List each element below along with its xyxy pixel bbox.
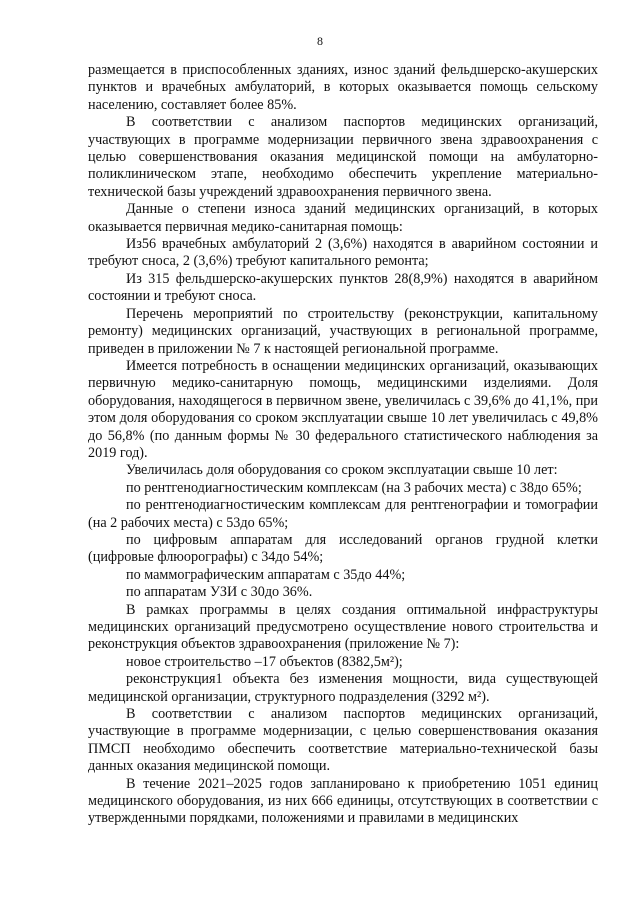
- list-item: по рентгенодиагностическим комплексам (на 3 рабочих места) с 38до 65%;: [126, 479, 582, 496]
- paragraph: Данные о степени износа зданий медицинских организаций, в которых оказывается первичная медико-санитарная помощь:: [88, 201, 598, 235]
- paragraph: Увеличилась доля оборудования со сроком эксплуатации свыше 10 лет:: [126, 462, 558, 479]
- list-item: по рентгенодиагностическим комплексам для рентгенографии и томографии (на 2 рабочих места) с 53до 65%;: [88, 497, 598, 531]
- paragraph: В соответствии с анализом паспортов медицинских организаций, участвующих в программе модернизации первичного звена здравоохранения с целью совершенствования оказания медицинской помощи на амбулаторно-поликлиническом этапе, необходимо обеспечить укрепление материально-технической базы учреждений здравоохранения первичного звена.: [88, 114, 598, 200]
- list-item: новое строительство –17 объектов (8382,5м²);: [126, 653, 403, 670]
- paragraph: В рамках программы в целях создания оптимальной инфраструктуры медицинских организаций предусмотрено осуществление нового строительства и реконструкция объектов здравоохранения (приложение № 7):: [88, 601, 598, 653]
- paragraph: Из 315 фельдшерско-акушерских пунктов 28(8,9%) находятся в аварийном состоянии и требуют сноса.: [88, 270, 598, 305]
- paragraph: В течение 2021–2025 годов запланировано к приобретению 1051 единиц медицинского оборудования, из них 666 единицы, отсутствующих в соответствии с утвержденными порядками, положениями и правилами в медицинских: [88, 775, 598, 827]
- paragraph: Перечень мероприятий по строительству (реконструкции, капитальному ремонту) медицинских организаций, участвующих в региональной программе, приведен в приложении № 7 к настоящей региональной программе.: [88, 305, 598, 357]
- paragraph: В соответствии с анализом паспортов медицинских организаций, участвующие в программе модернизации, с целью совершенствования оказания ПМСП необходимо обеспечить соответствие материально-технической базы данных оказания медицинской помощи.: [88, 706, 598, 775]
- list-item: по аппаратам УЗИ с 30до 36%.: [126, 584, 313, 601]
- paragraph: размещается в приспособленных зданиях, износ зданий фельдшерско-акушерских пунктов и врачебных амбулаторий, в которых оказывается помощь сельскому населению, составляет более 85%.: [88, 62, 598, 113]
- paragraph: Из56 врачебных амбулаторий 2 (3,6%) находятся в аварийном состоянии и требуют сноса, 2 (3,6%) требуют капитального ремонта;: [88, 236, 598, 270]
- page-number: 8: [317, 34, 323, 48]
- document-body: [88, 62, 598, 828]
- list-item: по цифровым аппаратам для исследований органов грудной клетки (цифровые флюорографы) с 34до 54%;: [88, 531, 598, 566]
- list-item: реконструкция1 объекта без изменения мощности, вида существующей медицинской организации, структурного подразделения (3292 м²).: [88, 671, 598, 705]
- list-item: по маммографическим аппаратам с 35до 44%;: [126, 566, 406, 583]
- paragraph: Имеется потребность в оснащении медицинских организаций, оказывающих первичную медико-санитарную помощь, медицинскими изделиями. Доля оборудования, находящегося в первичном звене, увеличилась с 39,6% до 41,1%, при этом доля оборудования со сроком эксплуатации свыше 10 лет увеличилась с 49,8% до 56,8% (по данным формы № 30 федерального статистического наблюдения за 2019 год).: [88, 357, 598, 461]
